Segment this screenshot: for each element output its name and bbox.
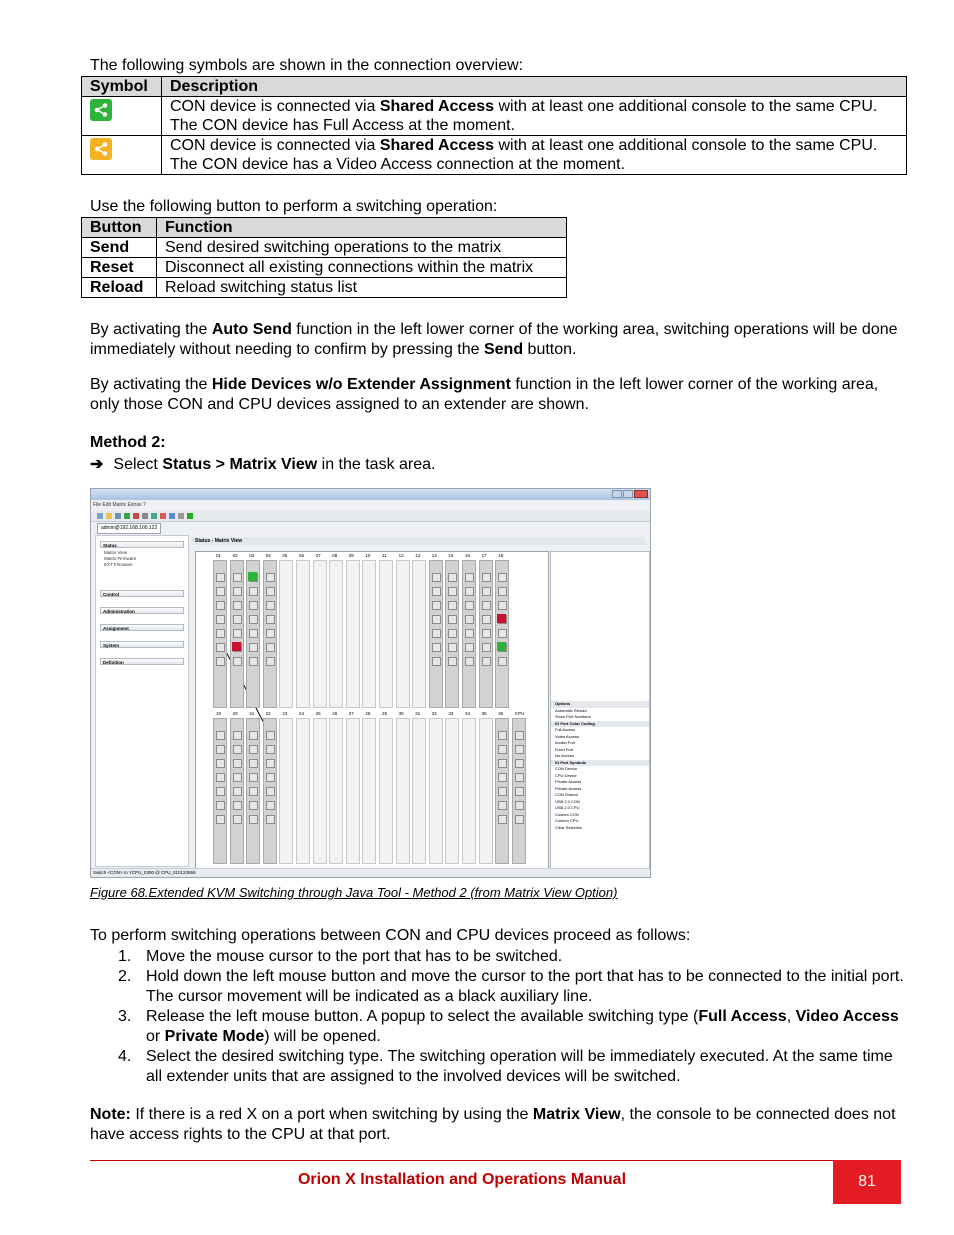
port-cell[interactable] (482, 601, 491, 610)
task-administration[interactable]: Administration (100, 607, 184, 614)
submenu-ext-firmware[interactable]: EXT Firmware (104, 562, 133, 567)
port-cell[interactable] (432, 643, 441, 652)
open-icon[interactable] (106, 513, 112, 519)
option-item[interactable]: Custom CPU (555, 818, 579, 823)
port-cell[interactable] (448, 657, 457, 666)
port-column[interactable] (479, 560, 493, 708)
port-cell[interactable] (515, 787, 524, 796)
option-item[interactable]: Full Access (555, 727, 576, 732)
port-cell[interactable] (266, 745, 275, 754)
option-item[interactable]: USB 2.0 CON (555, 798, 580, 804)
window-titlebar (91, 489, 650, 500)
description-cell: CON device is connected via Shared Access with at least one additional console to the same CPU. The CON device has a Video Access connection at the moment. (162, 136, 907, 175)
port-cell[interactable] (233, 587, 242, 596)
port-label: 17 (481, 553, 487, 558)
port-cell[interactable] (498, 601, 507, 610)
port-cell[interactable] (233, 657, 242, 666)
port-cell[interactable] (216, 657, 225, 666)
port-label: 19 (216, 711, 222, 716)
description-cell: CON device is connected via Shared Access with at least one additional console to the same CPU. The CON device has Full Access at the moment. (162, 97, 907, 136)
port-column[interactable] (396, 560, 410, 708)
status-cell[interactable] (248, 572, 257, 581)
minimize-icon[interactable] (612, 490, 622, 498)
submenu-matrix-view[interactable]: Matrix View (104, 550, 128, 555)
port-cell[interactable] (266, 629, 275, 638)
port-cell[interactable] (249, 643, 258, 652)
port-cell[interactable] (216, 773, 225, 782)
port-cell[interactable] (266, 759, 275, 768)
port-cell[interactable] (249, 745, 258, 754)
port-cell[interactable] (216, 615, 225, 624)
port-column[interactable] (362, 718, 376, 864)
steps-intro: To perform switching operations between CON and CPU devices proceed as follows: (90, 927, 691, 944)
tool-icon[interactable] (151, 513, 157, 519)
port-cell[interactable] (465, 573, 474, 582)
port-column[interactable] (246, 718, 260, 864)
port-cell[interactable] (482, 657, 491, 666)
port-cell[interactable] (266, 587, 275, 596)
maximize-icon[interactable] (623, 490, 633, 498)
submenu-matrix-firmware[interactable]: Matrix Firmware (104, 556, 137, 561)
port-cell[interactable] (465, 601, 474, 610)
share-icon (90, 138, 112, 160)
port-cell[interactable] (216, 787, 225, 796)
port-cell[interactable] (515, 801, 524, 810)
port-cell[interactable] (233, 629, 242, 638)
tool-icon[interactable] (178, 513, 184, 519)
button-function: Reload switching status list (157, 278, 567, 298)
port-cell[interactable] (448, 601, 457, 610)
port-cell[interactable] (249, 615, 258, 624)
port-cell[interactable] (498, 731, 507, 740)
port-column[interactable] (279, 560, 293, 708)
port-column[interactable] (379, 560, 393, 708)
port-column[interactable] (445, 560, 459, 708)
port-cell[interactable] (249, 731, 258, 740)
table-row (82, 238, 567, 258)
share-icon (90, 99, 112, 121)
port-cell[interactable] (216, 815, 225, 824)
port-label: CPU (514, 711, 525, 716)
option-item[interactable]: Video Access (555, 733, 579, 739)
symbol-header: Symbol (82, 77, 162, 97)
port-cell[interactable] (432, 629, 441, 638)
connect-icon[interactable] (124, 513, 130, 519)
menu-bar[interactable]: File Edit Matrix Extras ? (93, 502, 146, 508)
button-function: Disconnect all existing connections within the matrix (157, 258, 567, 278)
port-cell[interactable] (482, 629, 491, 638)
save-icon[interactable] (115, 513, 121, 519)
port-column[interactable] (362, 560, 376, 708)
port-cell[interactable] (482, 587, 491, 596)
port-label: 20 (232, 711, 238, 716)
port-cell[interactable] (233, 573, 242, 582)
buttons-intro: Use the following button to perform a switching operation: (90, 198, 498, 215)
status-cell[interactable] (232, 642, 241, 651)
button-function: Send desired switching operations to the matrix (157, 238, 567, 258)
port-label: 29 (382, 711, 388, 716)
port-column[interactable] (329, 560, 343, 708)
port-column[interactable] (279, 718, 293, 864)
port-cell[interactable] (515, 815, 524, 824)
port-column[interactable] (462, 718, 476, 864)
port-cell[interactable] (465, 615, 474, 624)
port-label: 09 (348, 553, 354, 558)
port-cell[interactable] (216, 587, 225, 596)
symbol-table (81, 76, 907, 175)
option-item[interactable]: Fixed Port (555, 746, 574, 752)
port-cell[interactable] (249, 773, 258, 782)
port-cell[interactable] (216, 759, 225, 768)
footer-title: Orion X Installation and Operations Manual (297, 1171, 627, 1188)
port-cell[interactable] (465, 629, 474, 638)
list-item: 1. Move the mouse cursor to the port that has to be switched. (118, 948, 563, 965)
tool-icon[interactable] (169, 513, 175, 519)
port-cell[interactable] (498, 773, 507, 782)
port-cell[interactable] (482, 573, 491, 582)
port-cell[interactable] (249, 601, 258, 610)
button-name: Send (82, 238, 157, 258)
port-label: 08 (332, 553, 338, 558)
port-cell[interactable] (266, 801, 275, 810)
task-definition[interactable]: Definition (100, 658, 184, 665)
disconnect-icon[interactable] (133, 513, 139, 519)
port-cell[interactable] (266, 601, 275, 610)
port-cell[interactable] (249, 787, 258, 796)
button-name: Reset (82, 258, 157, 278)
port-cell[interactable] (216, 573, 225, 582)
option-item[interactable]: No Access (555, 753, 574, 758)
table-row (82, 97, 907, 136)
task-assignment[interactable]: Assignment (100, 624, 184, 631)
port-cell[interactable] (233, 731, 242, 740)
port-cell[interactable] (465, 643, 474, 652)
port-cell[interactable] (233, 759, 242, 768)
method-instruction: ➔ Select Status > Matrix View in the task area. (90, 456, 436, 473)
port-label: 07 (315, 553, 321, 558)
port-column[interactable] (296, 560, 310, 708)
task-control[interactable]: Control (100, 590, 184, 597)
port-cell[interactable] (432, 615, 441, 624)
port-cell[interactable] (432, 657, 441, 666)
port-label: 24 (299, 711, 305, 716)
matrix-view-screenshot (90, 488, 651, 878)
port-cell[interactable] (233, 773, 242, 782)
list-item: 3. Release the left mouse button. A popup to select the available switching type (Full Access, Video Access or Private Mode) will be opened. (118, 1008, 899, 1045)
footer-rule (90, 1160, 834, 1161)
port-column[interactable] (230, 718, 244, 864)
port-column[interactable] (412, 718, 426, 864)
port-cell[interactable] (266, 773, 275, 782)
port-label: 30 (398, 711, 404, 716)
port-column[interactable] (230, 560, 244, 708)
port-label: 18 (498, 553, 504, 558)
port-label: 35 (481, 711, 487, 716)
port-label: 33 (448, 711, 454, 716)
port-label: 34 (465, 711, 471, 716)
port-column[interactable] (313, 718, 327, 864)
button-header: Button (82, 218, 157, 238)
list-item: 2. Hold down the left mouse button and move the cursor to the port that has to be connected to the initial port. The cursor movement will be indicated as a black auxiliary line. (118, 968, 904, 1005)
port-cell[interactable] (216, 731, 225, 740)
steps-list (90, 947, 905, 1087)
port-label: 02 (232, 553, 238, 558)
figure-caption: Figure 68.Extended KVM Switching through Java Tool - Method 2 (from Matrix View Option) (90, 885, 618, 900)
port-cell[interactable] (249, 629, 258, 638)
status-submenu (104, 550, 136, 568)
port-column[interactable] (412, 560, 426, 708)
port-column[interactable] (445, 718, 459, 864)
port-label: 11 (382, 553, 387, 558)
port-label: 12 (398, 553, 404, 558)
port-cell[interactable] (432, 601, 441, 610)
port-cell[interactable] (249, 587, 258, 596)
port-column[interactable] (379, 718, 393, 864)
port-cell[interactable] (233, 787, 242, 796)
option-item[interactable]: Private Access (555, 779, 582, 784)
option-item[interactable]: CON Device (555, 766, 578, 771)
symbol-cell (82, 97, 162, 136)
port-label: 04 (265, 553, 271, 558)
status-cell[interactable] (497, 642, 506, 651)
port-column[interactable] (462, 560, 476, 708)
table-row (82, 136, 907, 175)
option-item[interactable]: USB 2.0 CPU (555, 805, 580, 810)
port-cell[interactable] (465, 657, 474, 666)
port-cell[interactable] (498, 815, 507, 824)
port-cell[interactable] (448, 615, 457, 624)
port-cell[interactable] (515, 731, 524, 740)
port-cell[interactable] (498, 787, 507, 796)
symbols-intro: The following symbols are shown in the connection overview: (90, 57, 524, 74)
option-item[interactable]: Private Access (555, 785, 582, 791)
port-column[interactable] (346, 560, 360, 708)
option-item[interactable]: Clear Selection (555, 824, 583, 830)
option-item[interactable]: CPU Device (555, 772, 577, 778)
status-cell[interactable] (497, 614, 506, 623)
port-cell[interactable] (515, 773, 524, 782)
port-column[interactable] (263, 560, 277, 708)
port-cell[interactable] (266, 731, 275, 740)
port-column[interactable] (213, 560, 227, 708)
page-number: 81 (833, 1160, 901, 1204)
port-cell[interactable] (249, 657, 258, 666)
port-cell[interactable] (233, 801, 242, 810)
port-column[interactable] (246, 560, 260, 708)
settings-icon[interactable] (142, 513, 148, 519)
port-column[interactable] (429, 560, 443, 708)
port-cell[interactable] (498, 587, 507, 596)
option-item[interactable]: Automatic Reload (555, 707, 587, 713)
port-cell[interactable] (266, 643, 275, 652)
port-cell[interactable] (498, 759, 507, 768)
port-cell[interactable] (216, 745, 225, 754)
description-header: Description (162, 77, 907, 97)
port-cell[interactable] (515, 759, 524, 768)
option-item[interactable]: CON Shared (555, 792, 578, 797)
option-item[interactable]: Invalid Port (555, 740, 576, 745)
port-label: 32 (431, 711, 437, 716)
toolbar (91, 511, 650, 522)
port-label: 31 (415, 711, 421, 716)
port-column[interactable] (495, 718, 509, 864)
port-cell[interactable] (465, 587, 474, 596)
port-cell[interactable] (498, 657, 507, 666)
options-list (551, 701, 649, 831)
button-table (81, 217, 567, 298)
port-cell[interactable] (448, 643, 457, 652)
port-cell[interactable] (266, 573, 275, 582)
port-column[interactable] (396, 718, 410, 864)
port-cell[interactable] (233, 601, 242, 610)
port-label: 25 (315, 711, 321, 716)
port-cell[interactable] (233, 815, 242, 824)
connection-tab[interactable]: admin@192.168.100.122 (97, 523, 161, 534)
port-label: 26 (332, 711, 338, 716)
function-header: Function (157, 218, 567, 238)
port-label: 13 (415, 553, 421, 558)
port-cell[interactable] (266, 787, 275, 796)
table-row (82, 278, 567, 298)
port-label: 05 (282, 553, 288, 558)
port-label: 36 (498, 711, 504, 716)
port-cell[interactable] (216, 629, 225, 638)
port-label: 15 (448, 553, 454, 558)
hide-devices-paragraph: By activating the Hide Devices w/o Extender Assignment function in the left lower corner of the working area, only those CON and CPU devices assigned to an extender are shown. (90, 376, 879, 413)
port-label: 16 (465, 553, 471, 558)
options-panel (550, 551, 650, 869)
port-cell[interactable] (233, 615, 242, 624)
symbol-cell (82, 136, 162, 175)
port-cell[interactable] (249, 759, 258, 768)
port-cell[interactable] (216, 601, 225, 610)
port-label: 28 (365, 711, 371, 716)
port-label: 22 (265, 711, 271, 716)
port-label: 10 (365, 553, 371, 558)
port-cell[interactable] (249, 801, 258, 810)
port-label: 23 (282, 711, 288, 716)
port-cell[interactable] (482, 615, 491, 624)
port-cell[interactable] (266, 615, 275, 624)
port-cell[interactable] (498, 801, 507, 810)
matrix-view-header: Status - Matrix View (191, 537, 645, 545)
task-system[interactable]: System (100, 641, 184, 648)
note-paragraph: Note: If there is a red X on a port when switching by using the Matrix View, the console to be connected does not have access rights to the CPU at that port. (90, 1106, 896, 1143)
option-item: Options (551, 701, 649, 708)
port-column[interactable] (313, 560, 327, 708)
port-cell[interactable] (432, 587, 441, 596)
port-cell[interactable] (432, 573, 441, 582)
port-cell[interactable] (266, 815, 275, 824)
port-label: 06 (299, 553, 305, 558)
port-cell[interactable] (249, 815, 258, 824)
method-title: Method 2: (90, 434, 166, 451)
close-icon[interactable] (634, 490, 648, 498)
port-column[interactable] (429, 718, 443, 864)
port-column[interactable] (296, 718, 310, 864)
port-cell[interactable] (482, 643, 491, 652)
option-item[interactable]: IO Port Symbols (551, 760, 649, 767)
port-column[interactable] (512, 718, 526, 864)
option-item[interactable]: Show Port Numbers (555, 714, 591, 719)
port-label: 03 (249, 553, 255, 558)
list-item: 4. Select the desired switching type. The switching operation will be immediately executed. At the same time all extender units that are assigned to the involved devices will be switched. (118, 1048, 893, 1085)
status-bar: Switch <CON> to YCPU_0300 @ CPU_010123959 (91, 868, 651, 877)
button-name: Reload (82, 278, 157, 298)
matrix-grid[interactable] (195, 551, 549, 869)
port-column[interactable] (479, 718, 493, 864)
port-column[interactable] (495, 560, 509, 708)
arrow-icon: ➔ (90, 456, 104, 473)
option-item[interactable]: Custom CON (555, 811, 579, 817)
port-column[interactable] (213, 718, 227, 864)
port-column[interactable] (263, 718, 277, 864)
task-panel (95, 535, 189, 867)
port-cell[interactable] (448, 629, 457, 638)
port-column[interactable] (329, 718, 343, 864)
port-cell[interactable] (448, 587, 457, 596)
port-cell[interactable] (216, 801, 225, 810)
port-label: 01 (216, 553, 222, 558)
port-column[interactable] (346, 718, 360, 864)
new-icon[interactable] (97, 513, 103, 519)
auto-send-paragraph: By activating the Auto Send function in the left lower corner of the working area, switching operations will be done immediately without needing to confirm by pressing the Send button. (90, 321, 898, 358)
task-status[interactable]: Status (100, 541, 184, 548)
port-cell[interactable] (266, 657, 275, 666)
port-cell[interactable] (498, 745, 507, 754)
option-item[interactable]: IO Port Color Coding (551, 721, 649, 728)
tool-icon[interactable] (160, 513, 166, 519)
port-cell[interactable] (216, 643, 225, 652)
port-label: 14 (431, 553, 437, 558)
port-cell[interactable] (498, 629, 507, 638)
port-cell[interactable] (233, 745, 242, 754)
port-cell[interactable] (515, 745, 524, 754)
port-cell[interactable] (448, 573, 457, 582)
port-cell[interactable] (498, 573, 507, 582)
table-row (82, 258, 567, 278)
port-label: 21 (249, 711, 255, 716)
tool-icon[interactable] (187, 513, 193, 519)
port-label: 27 (348, 711, 354, 716)
